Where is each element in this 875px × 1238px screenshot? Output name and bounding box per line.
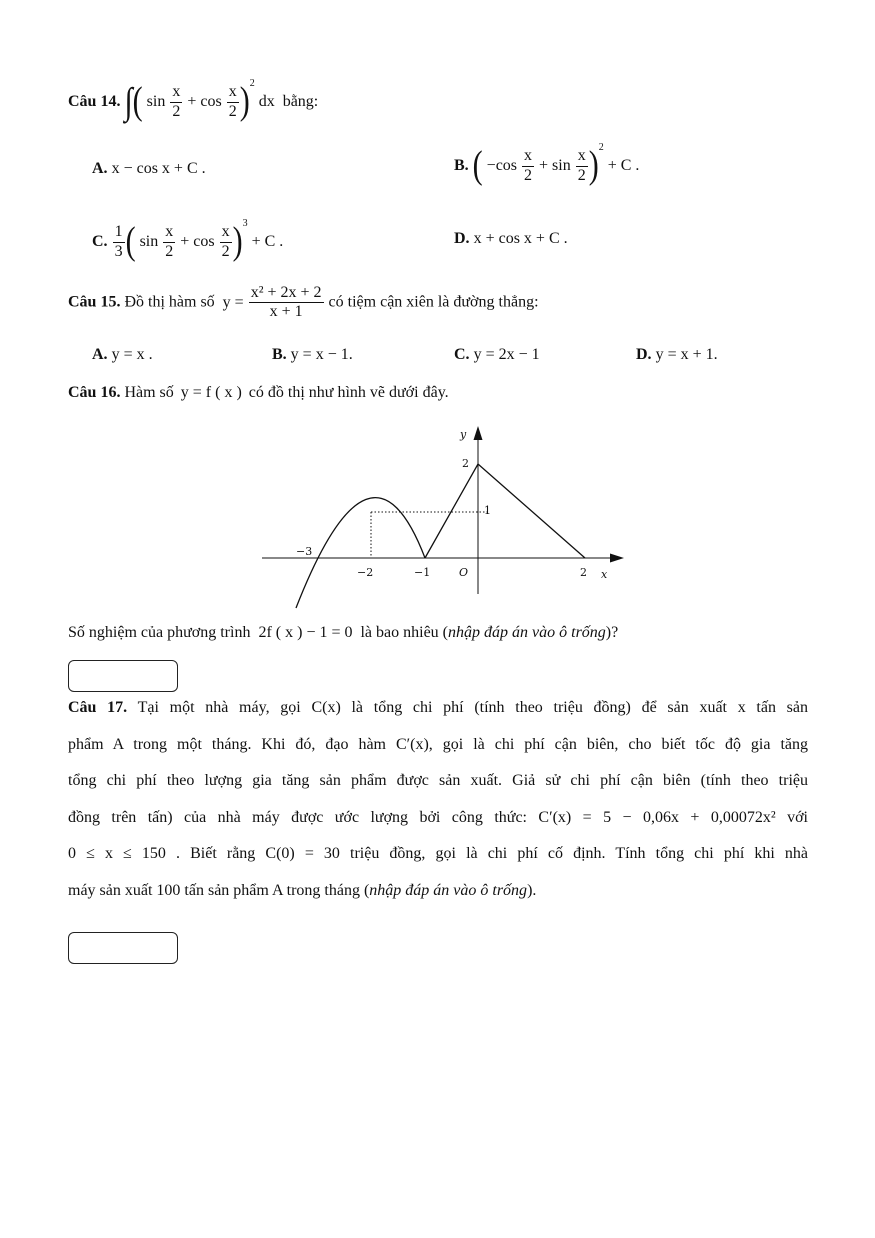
q17-line-4: đồng trên tấn) của nhà máy được ước lượng bởi công thức: C′(x) = 5 − 0,06x + 0,00072x² với xyxy=(68,808,808,826)
tick-x-neg3: −3 xyxy=(296,545,313,558)
q15-option-d[interactable]: D. y = x + 1. xyxy=(636,346,718,363)
tick-y-2: 2 xyxy=(462,457,469,470)
q14-option-c[interactable]: C. $\frac{1}{3}$ ( sin $\frac{x}{2}$ + cos $\frac{x}{2}$ )$^3$ + C . xyxy=(92,218,284,264)
q17-line-6: máy sản xuất 100 tấn sản phẩm A trong tháng (nhập đáp án vào ô trống). xyxy=(68,881,537,899)
q17-line-5: 0 ≤ x ≤ 150 . Biết rằng C(0) = 30 triệu đồng, gọi là chi phí cố định. Tính tổng chi phí khi nhà xyxy=(68,845,808,862)
x-axis-label: x xyxy=(601,568,608,581)
q15-option-a[interactable]: A. y = x . xyxy=(92,346,153,363)
q15-option-c[interactable]: C. y = 2x − 1 xyxy=(454,346,540,363)
q14-question: Câu 14. ∫( sin $\frac{x}{2}$ + cos $\frac{x}{2}$ )$^2$ dx bằng: xyxy=(68,78,319,124)
q17-line-2: phẩm A trong một tháng. Khi đó, đạo hàm C′(x), gọi là chi phí cận biên, cho biết tốc độ gia tăng xyxy=(68,735,808,753)
origin-label: O xyxy=(459,566,469,579)
q14-option-d[interactable]: D. x + cos x + C . xyxy=(454,230,568,247)
q14-label: Câu 14. xyxy=(68,93,121,110)
graph-curve-lines xyxy=(425,464,585,558)
function-graph xyxy=(258,418,638,618)
y-axis-label: y xyxy=(460,428,467,441)
exponent: 2 xyxy=(249,78,255,89)
q14-option-a[interactable]: A. x − cos x + C . xyxy=(92,160,206,177)
tick-x-neg1: −1 xyxy=(414,566,431,579)
tick-x-2: 2 xyxy=(580,566,587,579)
q17-paragraph xyxy=(68,690,808,909)
q17-answer-box[interactable] xyxy=(68,932,178,964)
tick-y-1: 1 xyxy=(484,504,491,517)
tick-x-neg2: −2 xyxy=(357,566,374,579)
q16-question: Câu 16. Hàm số y = f ( x ) có đồ thị như hình vẽ dưới đây. xyxy=(68,384,449,401)
q16-sub-question: Số nghiệm của phương trình 2f ( x ) − 1 = 0 là bao nhiêu (nhập đáp án vào ô trống)? xyxy=(68,624,619,641)
q17-label: Câu 17. xyxy=(68,699,128,716)
fraction-x-over-2: $\frac{x}{2}$ xyxy=(172,83,181,120)
q14-sin: sin xyxy=(146,93,166,110)
integral-sign: ∫ xyxy=(124,81,133,123)
q16-label: Câu 16. xyxy=(68,384,121,401)
q17-line-1: Câu 17. Tại một nhà máy, gọi C(x) là tổng chi phí (tính theo triệu đồng) để sản xuất x tấn sản xyxy=(68,699,809,716)
q15-fraction: $\frac{\text{x² + 2x + 2}}{x + 1}$ xyxy=(250,284,322,321)
x-axis-arrow xyxy=(610,554,624,563)
q14-option-b[interactable]: B. ( −cos $\frac{x}{2}$ + sin $\frac{x}{2}$ )$^2$ + C . xyxy=(454,142,640,188)
graph-curve-parabola xyxy=(296,498,425,608)
open-paren: ( xyxy=(132,80,143,124)
q16-answer-box[interactable] xyxy=(68,660,178,692)
q17-line-3: tổng chi phí theo lượng gia tăng sản phẩm được sản xuất. Giả sử chi phí cận biên (tính theo triệu xyxy=(68,772,808,789)
q15-question: Câu 15. Đồ thị hàm số y = $\frac{\text{x² + 2x + 2}}{x + 1}$ có tiệm cận xiên là đường thẳng: xyxy=(68,284,539,321)
fraction-1-over-3: $\frac{1}{3}$ xyxy=(114,223,123,260)
q15-label: Câu 15. xyxy=(68,293,121,311)
q15-option-b[interactable]: B. y = x − 1. xyxy=(272,346,353,363)
fraction-x-over-2: $\frac{x}{2}$ xyxy=(228,83,237,120)
y-axis-arrow xyxy=(474,426,483,440)
